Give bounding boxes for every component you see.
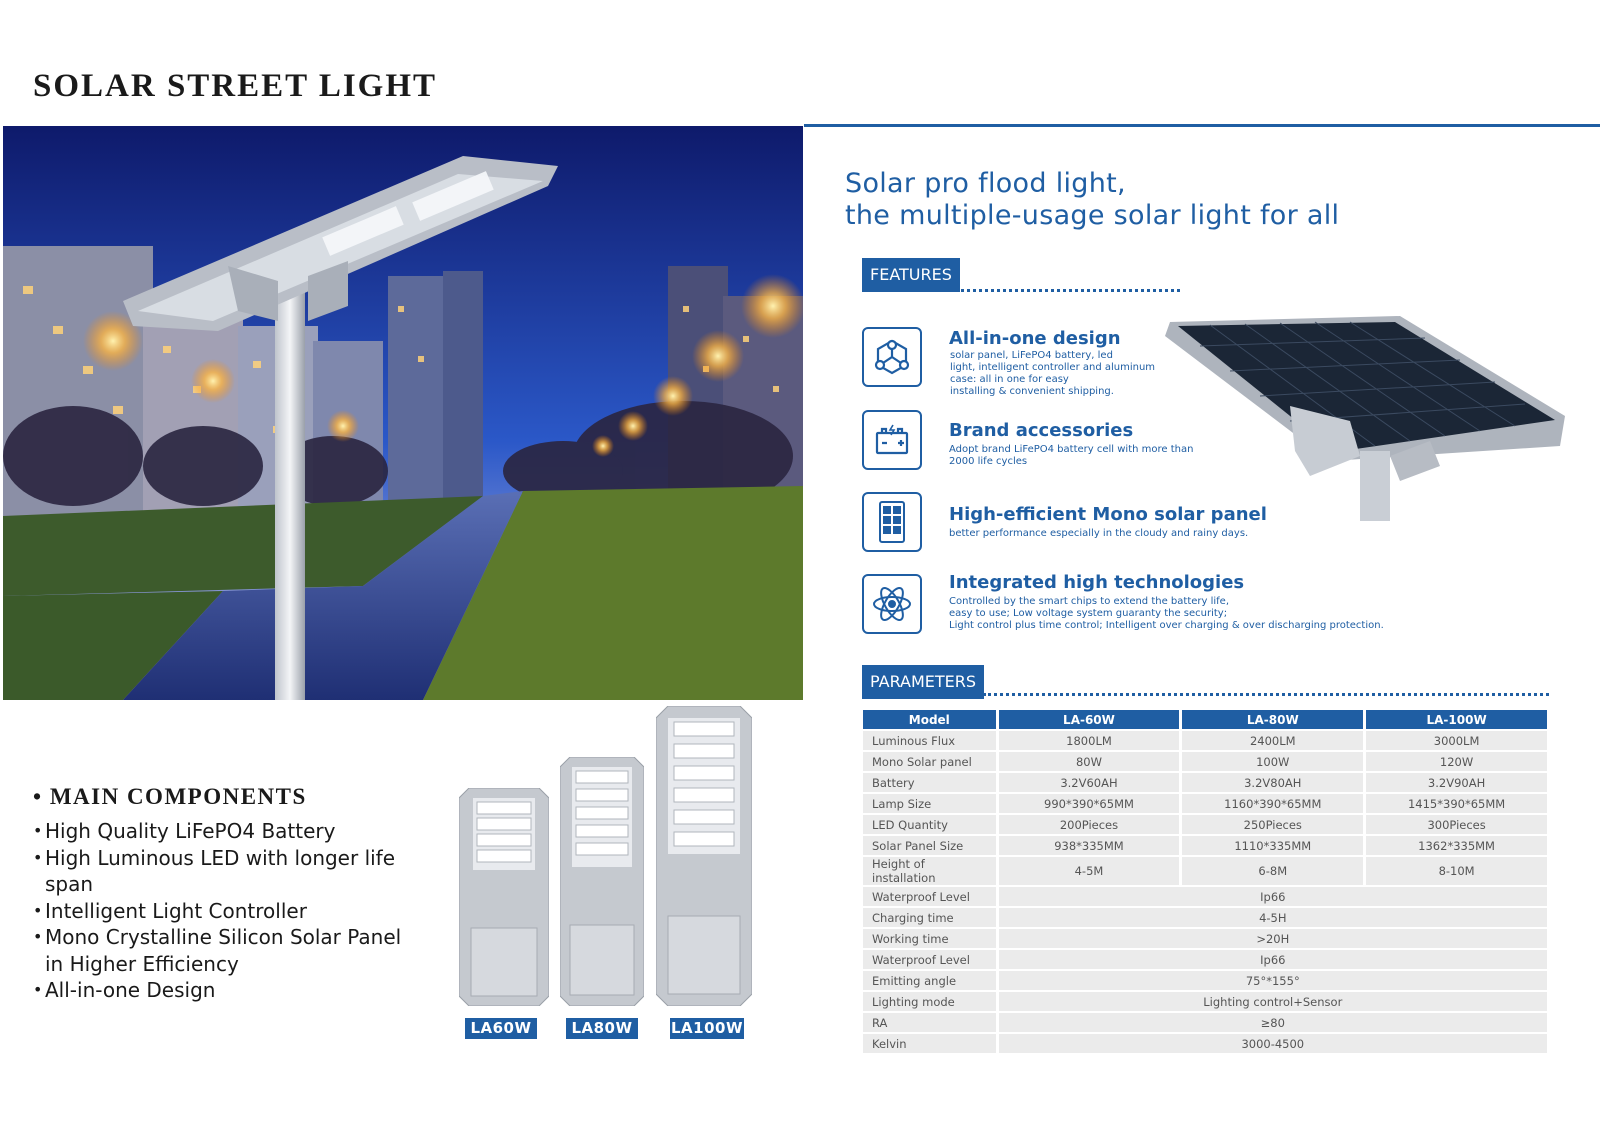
table-header-cell: LA-80W [1182, 710, 1363, 729]
main-components-list [33, 818, 413, 1004]
table-row [863, 752, 1547, 771]
table-header-cell: LA-60W [999, 710, 1180, 729]
list-item: • High Luminous LED with longer life span [33, 845, 413, 898]
lamp-la100w-image [656, 706, 752, 1006]
param-value: 6-8M [1182, 857, 1363, 885]
table-row [863, 794, 1547, 813]
product-render [1160, 316, 1580, 536]
page-title: SOLAR STREET LIGHT [33, 68, 438, 104]
lamp-la80w-image [560, 757, 644, 1006]
param-value: 120W [1366, 752, 1547, 771]
list-item: • High Quality LiFePO4 Battery [33, 818, 413, 845]
param-name: Battery [863, 773, 996, 792]
feature-title: High-efficient Mono solar panel [949, 504, 1267, 525]
param-value: 250Pieces [1182, 815, 1363, 834]
table-header-cell: LA-100W [1366, 710, 1547, 729]
table-row [863, 929, 1547, 948]
param-name: Luminous Flux [863, 731, 996, 750]
feature-desc: Adopt brand LiFePO4 battery cell with more than 2000 life cycles [949, 444, 1194, 467]
param-value: 1110*335MM [1182, 836, 1363, 855]
feature-title: All-in-one design [949, 328, 1121, 349]
param-value: 1362*335MM [1366, 836, 1547, 855]
table-row [863, 1034, 1547, 1053]
model-badge-la60w: LA60W [465, 1018, 537, 1039]
feature-desc: Controlled by the smart chips to extend the battery life, easy to use; Low voltage system guaranty the security; Light control plus time control; Intelligent over charging & over discharging protection. [949, 596, 1384, 631]
param-value: 300Pieces [1366, 815, 1547, 834]
table-row [863, 857, 1547, 885]
param-name: Waterproof Level [863, 950, 996, 969]
param-value: 3000-4500 [999, 1034, 1547, 1053]
param-value: 3.2V60AH [999, 773, 1180, 792]
features-divider [954, 289, 1180, 292]
param-name: Height of installation [863, 857, 996, 885]
table-row [863, 971, 1547, 990]
model-badge-la80w: LA80W [566, 1018, 638, 1039]
table-row [863, 773, 1547, 792]
features-label: FEATURES [862, 258, 960, 292]
feature-desc: better performance especially in the cloudy and rainy days. [949, 528, 1249, 539]
feature-desc: solar panel, LiFePO4 battery, led light, intelligent controller and aluminum case: all in one for easy installing & convenient shipping. [950, 350, 1156, 397]
param-value: Ip66 [999, 887, 1547, 906]
feature-title: Integrated high technologies [949, 572, 1245, 593]
table-row [863, 992, 1547, 1011]
hero-street-photo [3, 126, 803, 700]
param-value: >20H [999, 929, 1547, 948]
param-value: 100W [1182, 752, 1363, 771]
param-value: 8-10M [1366, 857, 1547, 885]
param-value: 1415*390*65MM [1366, 794, 1547, 813]
param-name: Solar Panel Size [863, 836, 996, 855]
param-name: Kelvin [863, 1034, 996, 1053]
param-value: 75°*155° [999, 971, 1547, 990]
table-row [863, 908, 1547, 927]
param-value: 3000LM [1366, 731, 1547, 750]
parameters-divider [983, 693, 1549, 696]
param-value: ≥80 [999, 1013, 1547, 1032]
param-name: RA [863, 1013, 996, 1032]
param-name: Charging time [863, 908, 996, 927]
parameters-label: PARAMETERS [862, 665, 984, 699]
param-value: 2400LM [1182, 731, 1363, 750]
param-name: Working time [863, 929, 996, 948]
param-value: 3.2V80AH [1182, 773, 1363, 792]
table-header-row [863, 710, 1547, 729]
param-name: Lamp Size [863, 794, 996, 813]
feature-title: Brand accessories [949, 420, 1134, 441]
table-row [863, 887, 1547, 906]
tagline-line-1: Solar pro flood light, [845, 168, 1126, 199]
table-row [863, 731, 1547, 750]
param-name: Emitting angle [863, 971, 996, 990]
param-value: 200Pieces [999, 815, 1180, 834]
tagline-line-2: the multiple-usage solar light for all [845, 200, 1340, 231]
param-value: 1800LM [999, 731, 1180, 750]
header-rule [804, 124, 1600, 127]
tagline [845, 168, 1339, 232]
param-value: 80W [999, 752, 1180, 771]
param-value: 4-5M [999, 857, 1180, 885]
battery-icon [862, 410, 922, 470]
table-row [863, 836, 1547, 855]
param-value: 1160*390*65MM [1182, 794, 1363, 813]
param-value: 3.2V90AH [1366, 773, 1547, 792]
table-header-cell: Model [863, 710, 996, 729]
list-item: • Intelligent Light Controller [33, 898, 413, 925]
table-row [863, 815, 1547, 834]
solar-panel-icon [862, 492, 922, 552]
param-value: 938*335MM [999, 836, 1180, 855]
param-name: Waterproof Level [863, 887, 996, 906]
molecule-icon [862, 327, 922, 387]
param-value: Lighting control+Sensor [999, 992, 1547, 1011]
param-name: Mono Solar panel [863, 752, 996, 771]
table-row [863, 950, 1547, 969]
atom-icon [862, 574, 922, 634]
param-value: 4-5H [999, 908, 1547, 927]
list-item: • Mono Crystalline Silicon Solar Panel in Higher Efficiency [33, 924, 413, 977]
model-badge-la100w: LA100W [670, 1019, 744, 1037]
main-components-title: • MAIN COMPONENTS [33, 784, 307, 809]
list-item: • All-in-one Design [33, 977, 413, 1004]
param-name: Lighting mode [863, 992, 996, 1011]
param-name: LED Quantity [863, 815, 996, 834]
table-row [863, 1013, 1547, 1032]
param-value: Ip66 [999, 950, 1547, 969]
parameters-table [860, 708, 1550, 1055]
param-value: 990*390*65MM [999, 794, 1180, 813]
lamp-la60w-image [459, 788, 549, 1006]
